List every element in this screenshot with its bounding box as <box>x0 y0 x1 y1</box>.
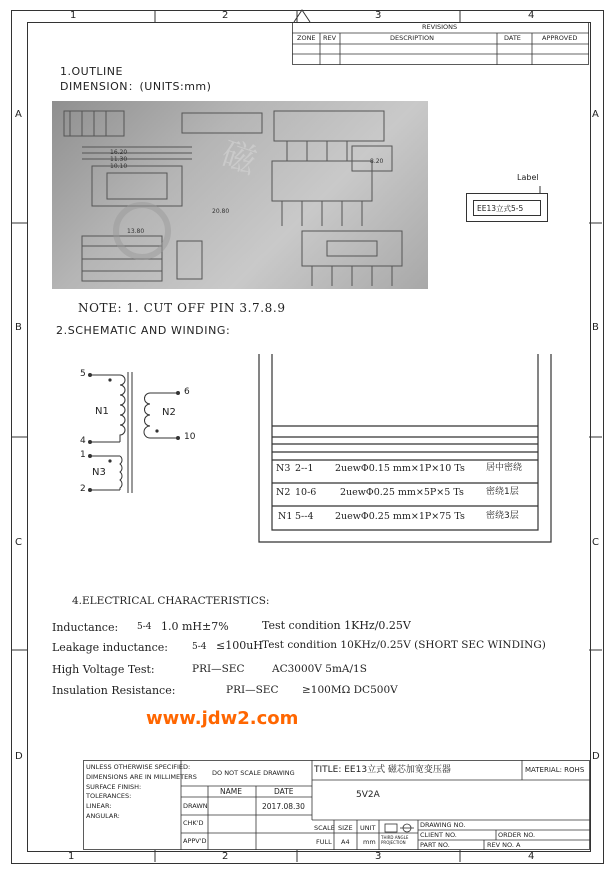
zone-right-b: B <box>592 322 599 333</box>
inductance-label: Inductance: <box>52 621 119 634</box>
unless-line-5: LINEAR: <box>86 802 112 810</box>
material: MATERIAL: ROHS <box>525 766 585 774</box>
leakage-condition: Test condition 10KHz/0.25V (SHORT SEC WINDING) <box>262 639 546 651</box>
scale-value: FULL <box>316 838 332 846</box>
order-no-label: ORDER NO. <box>498 831 536 839</box>
pin-2: 2 <box>80 484 86 494</box>
zone-top-1: 1 <box>70 10 77 21</box>
zone-top-4: 4 <box>528 10 535 21</box>
photo-dim-5: 20.80 <box>212 208 230 215</box>
photo-watermark: 磁 <box>216 133 262 183</box>
zone-bottom-1: 1 <box>68 851 75 862</box>
unit-value: mm <box>363 838 376 846</box>
winding-n2-name: N2 <box>276 487 291 498</box>
size-header: SIZE <box>338 824 353 832</box>
rev-header-description: DESCRIPTION <box>390 34 434 42</box>
schematic-heading: 2.SCHEMATIC AND WINDING: <box>56 324 231 337</box>
rev-header-rev: REV <box>323 34 337 42</box>
zone-bottom-4: 4 <box>528 851 535 862</box>
photo-dim-6: 8.20 <box>370 158 384 165</box>
photo-dim-3: 10.10 <box>110 163 128 170</box>
drawing-no-label: DRAWING NO. <box>420 821 466 829</box>
hv-test-pins: PRI—SEC <box>192 663 245 675</box>
insulation-label: Insulation Resistance: <box>52 684 176 697</box>
drawn-label: DRAWN <box>183 802 208 810</box>
rev-header-approved: APPROVED <box>542 34 578 42</box>
insulation-pins: PRI—SEC <box>226 684 279 696</box>
unless-line-1: UNLESS OTHERWISE SPECIFIED: <box>86 763 191 771</box>
winding-n3-name: N3 <box>276 463 291 474</box>
winding-n2-note: 密绕1层 <box>486 487 519 497</box>
drawing-title: TITLE: EE13立式 磁芯加宽变压器 <box>314 765 451 775</box>
winding-n2-wire: 2uewΦ0.25 mm×5P×5 Ts <box>340 487 464 498</box>
do-not-scale: DO NOT SCALE DRAWING <box>212 769 295 777</box>
zone-right-c: C <box>592 537 599 548</box>
winding-n3-note: 居中密绕 <box>486 463 523 473</box>
rev-no-label: REV NO. A <box>487 841 521 849</box>
rev-header-zone: ZONE <box>297 34 316 42</box>
inductance-condition: Test condition 1KHz/0.25V <box>262 619 411 632</box>
winding-n2-pins: 10-6 <box>295 487 317 498</box>
winding-n1-note: 密绕3层 <box>486 511 519 521</box>
inductance-value: 1.0 mH±7% <box>161 620 229 633</box>
pin-4: 4 <box>80 436 86 446</box>
zone-left-d: D <box>15 751 23 762</box>
name-header: NAME <box>220 787 242 796</box>
unit-header: UNIT <box>360 824 376 832</box>
website-watermark: www.jdw2.com <box>146 708 299 729</box>
photo-dim-2: 11.30 <box>110 156 128 163</box>
photo-dim-4: 13.80 <box>127 228 145 235</box>
zone-left-c: C <box>15 537 22 548</box>
zone-left-a: A <box>15 109 22 120</box>
zone-bottom-3: 3 <box>375 851 382 862</box>
winding-n1-name: N1 <box>278 511 293 522</box>
drawn-date: 2017.08.30 <box>262 802 305 811</box>
checked-label: CHK'D <box>183 819 204 827</box>
zone-bottom-2: 2 <box>222 851 229 862</box>
leakage-label: Leakage inductance: <box>52 641 168 654</box>
hv-test-value: AC3000V 5mA/1S <box>272 663 367 675</box>
dimension-units: DIMENSION：(UNITS:mm) <box>60 80 212 93</box>
cut-off-note: NOTE: 1. CUT OFF PIN 3.7.8.9 <box>78 301 286 315</box>
zone-top-3: 3 <box>375 10 382 21</box>
date-header: DATE <box>274 787 294 796</box>
pin-5: 5 <box>80 369 86 379</box>
hv-test-label: High Voltage Test: <box>52 663 155 676</box>
pin-1: 1 <box>80 450 86 460</box>
pin-10: 10 <box>184 432 196 442</box>
zone-left-b: B <box>15 322 22 333</box>
approved-label: APPV'D <box>183 837 207 845</box>
leakage-pins: 5-4 <box>192 642 207 652</box>
insulation-value: ≥100MΩ DC500V <box>302 684 398 696</box>
zone-top-2: 2 <box>222 10 229 21</box>
zone-right-d: D <box>592 751 600 762</box>
part-no-label: PART NO. <box>420 841 450 849</box>
revisions-title: REVISIONS <box>422 23 458 31</box>
coil-n3-label: N3 <box>92 467 106 478</box>
inductance-pins: 5-4 <box>137 622 152 632</box>
photo-dim-1: 16.20 <box>110 149 128 156</box>
pin-6: 6 <box>184 387 190 397</box>
unless-line-3: SURFACE FINISH: <box>86 783 142 791</box>
client-no-label: CLIENT NO. <box>420 831 457 839</box>
leakage-value: ≤100uH <box>216 639 263 652</box>
winding-n3-wire: 2uewΦ0.15 mm×1P×10 Ts <box>335 463 465 474</box>
coil-n1-label: N1 <box>95 406 109 417</box>
label-text: EE13立式5-5 <box>477 204 524 213</box>
part-name: 5V2A <box>356 790 380 800</box>
winding-n1-wire: 2uewΦ0.25 mm×1P×75 Ts <box>335 511 465 522</box>
unless-line-6: ANGULAR: <box>86 812 120 820</box>
outline-heading: 1.OUTLINE <box>60 65 123 78</box>
scale-header: SCALE <box>314 824 335 832</box>
winding-n3-pins: 2--1 <box>295 463 314 474</box>
coil-n2-label: N2 <box>162 407 176 418</box>
winding-n1-pins: 5--4 <box>295 511 314 522</box>
unless-line-4: TOLERANCES: <box>86 792 132 800</box>
size-value: A4 <box>341 838 350 846</box>
zone-right-a: A <box>592 109 599 120</box>
unless-line-2: DIMENSIONS ARE IN MILLIMETERS <box>86 773 197 781</box>
electrical-heading: 4.ELECTRICAL CHARACTERISTICS: <box>72 595 270 607</box>
projection-label: THIRD ANGLE PROJECTION <box>381 835 409 845</box>
rev-header-date: DATE <box>504 34 521 42</box>
label-caption: Label <box>517 173 539 182</box>
